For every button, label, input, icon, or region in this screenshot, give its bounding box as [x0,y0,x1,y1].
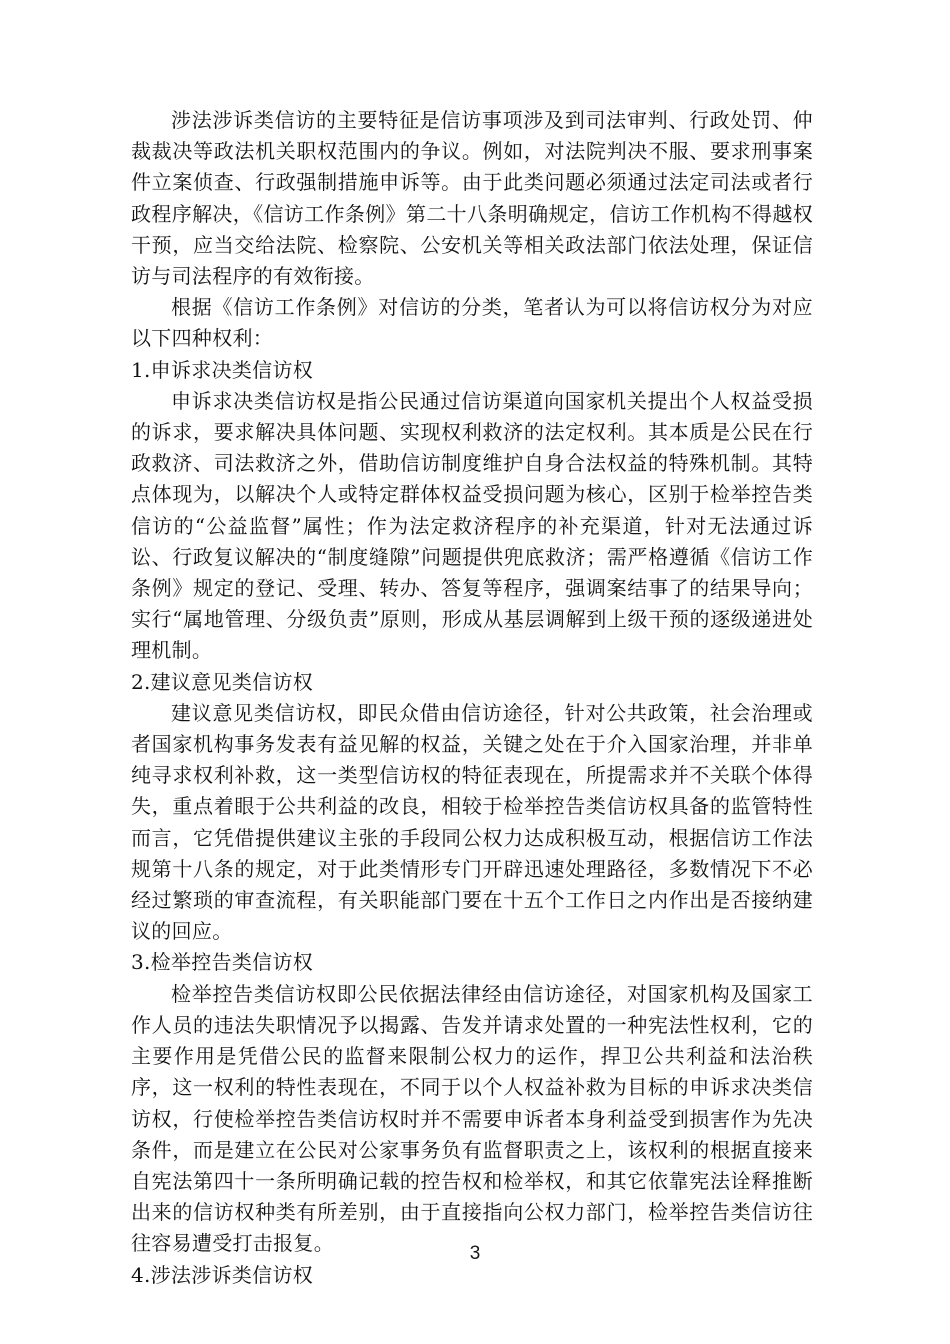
paragraph-shensu-qiujue-body: 申诉求决类信访权是指公民通过信访渠道向国家机关提出个人权益受损的诉求，要求解决具体问题、实现权利救济的法定权利。其本质是公民在行政救济、司法救济之外，借助信访制度维护自身合法权益的特殊机制。其特点体现为，以解决个人或特定群体权益受损问题为核心，区别于检举控告类信访的“公益监督”属性；作为法定救济程序的补充渠道，针对无法通过诉讼、行政复议解决的“制度缝隙”问题提供兜底救济；需严格遵循《信访工作条例》规定的登记、受理、转办、答复等程序，强调案结事了的结果导向；实行“属地管理、分级负责”原则，形成从基层调解到上级干预的逐级递进处理机制。 [131,388,813,663]
document-body [131,105,813,1291]
heading-4-shefa-shesu: 4.涉法涉诉类信访权 [131,1262,314,1287]
heading-2-jianyi-yijian: 2.建议意见类信访权 [131,669,314,694]
paragraph-classification-intro: 根据《信访工作条例》对信访的分类，笔者认为可以将信访权分为对应以下四种权利： [131,295,813,351]
page-number: 3 [469,1243,481,1264]
paragraph-jianyi-yijian-body: 建议意见类信访权，即民众借由信访途径，针对公共政策，社会治理或者国家机构事务发表有益见解的权益，关键之处在于介入国家治理，并非单纯寻求权利补救，这一类型信访权的特征表现在，所提需求并不关联个体得失，重点着眼于公共利益的改良，相较于检举控告类信访权具备的监管特性而言，它凭借提供建议主张的手段同公权力达成积极互动，根据信访工作法规第十八条的规定，对于此类情形专门开辟迅速处理路径，多数情况下不必经过繁琐的审查流程，有关职能部门要在十五个工作日之内作出是否接纳建议的回应。 [131,700,813,944]
paragraph-shefa-overview: 涉法涉诉类信访的主要特征是信访事项涉及到司法审判、行政处罚、仲裁裁决等政法机关职权范围内的争议。例如，对法院判决不服、要求刑事案件立案侦查、行政强制措施申诉等。由于此类问题必须通过法定司法或者行政程序解决，《信访工作条例》第二十八条明确规定，信访工作机构不得越权干预，应当交给法院、检察院、公安机关等相关政法部门依法处理，保证信访与司法程序的有效衔接。 [131,108,813,289]
heading-3-jianju-konggao: 3.检举控告类信访权 [131,950,314,975]
heading-1-shensu-qiujue: 1.申诉求决类信访权 [131,357,314,382]
paragraph-jianju-konggao-body: 检举控告类信访权即公民依据法律经由信访途径，对国家机构及国家工作人员的违法失职情况予以揭露、告发并请求处置的一种宪法性权利，它的主要作用是凭借公民的监督来限制公权力的运作，捍卫公共利益和法治秩序，这一权利的特性表现在，不同于以个人权益补救为目标的申诉求决类信访权，行使检举控告类信访权时并不需要申诉者本身利益受到损害作为先决条件，而是建立在公民对公家事务负有监督职责之上，该权利的根据直接来自宪法第四十一条所明确记载的控告权和检举权，和其它依靠宪法诠释推断出来的信访权种类有所差别，由于直接指向公权力部门，检举控告类信访往往容易遭受打击报复。 [131,981,813,1256]
